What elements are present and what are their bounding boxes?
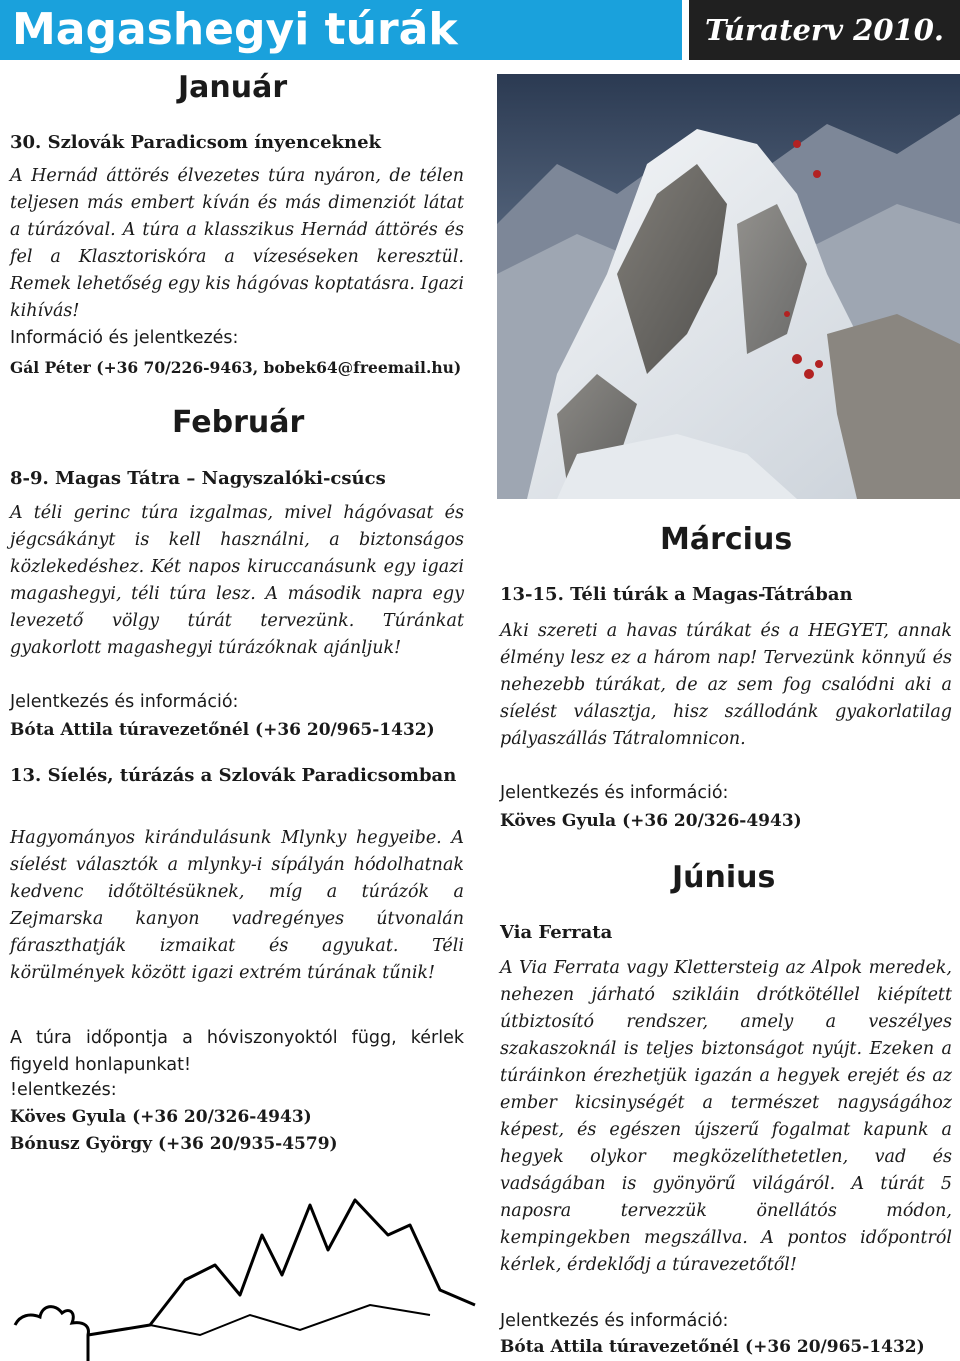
entry-title-feb8: 8-9. Magas Tátra – Nagyszalóki-csúcs — [10, 468, 386, 489]
page-header — [0, 0, 960, 60]
info-label-mar: Jelentkezés és információ: — [500, 783, 729, 803]
entry-text-mar13: Aki szereti a havas túrákat és a HEGYET, annak élmény lesz ez a három nap! Tervezünk könnyű és nehezebb túrákat, de az sem fog csalódni aki a síelést választja, hisz szállodánk gyakorlatilag pályaszállás Tátralomnicon. — [500, 621, 952, 749]
entry-title-mar13: 13-15. Téli túrák a Magas-Tátrában — [500, 584, 853, 605]
contact-jan: Gál Péter (+36 70/226-9463, bobek64@freemail.hu) — [10, 358, 462, 377]
entry-title-via-ferrata: Via Ferrata — [500, 922, 613, 943]
contact-jun: Bóta Attila túravezetőnél (+36 20/965-1432) — [500, 1337, 925, 1357]
month-february: Február — [172, 405, 305, 440]
info-label-feb13: !elentkezés: — [10, 1080, 117, 1100]
mountain-photo — [497, 74, 960, 499]
mountain-sketch — [10, 1195, 480, 1361]
page-title: Magashegyi túrák — [0, 0, 682, 60]
entry-text-via-ferrata: A Via Ferrata vagy Klettersteig az Alpok meredek, nehezen járható szikláin drótkötéllel kiépített útbiztosító rendszer, amely a veszélyes szakaszoknál is teljes biztonságot nyújt. Ezeken a túráinkon érezhetjük igazán a hegyek erejét és az ember kicsinységét a természet nagyságához képest, és egészen újszerű fogalmat kapunk a hegyek olykor megközelíthetetlen, vad és vadságában is gyönyörű világáról. A túrát 5 naposra tervezzük önellátós módon, kempingekben megszállva. A pontos időpontról kérlek, érdeklődj a túravezetőtől! — [500, 958, 952, 1275]
info-label-jan: Információ és jelentkezés: — [10, 328, 239, 348]
entry-note-feb13: A túra időpontja a hóviszonyoktól függ, kérlek figyeld honlapunkat! — [10, 1028, 464, 1075]
info-label-feb8: Jelentkezés és információ: — [10, 692, 239, 712]
month-january: Január — [178, 70, 288, 105]
info-label-jun: Jelentkezés és információ: — [500, 1311, 729, 1331]
contact-feb13-2: Bónusz György (+36 20/935-4579) — [10, 1134, 338, 1154]
plan-label: Túraterv 2010. — [689, 0, 960, 60]
entry-text-feb13: Hagyományos kirándulásunk Mlynky hegyeibe. A síelést választók a mlynky-i sípályán hódolhatnak kedvenc időtöltésüknek, míg a túrázók a Zejmarska kanyon vadregényes útvonalán fáraszthatják izmaikat és agyukat. Téli körülmények között igazi extrém túrának tűnik! — [10, 828, 464, 983]
contact-feb13-1: Köves Gyula (+36 20/326-4943) — [10, 1107, 312, 1127]
entry-title-jan30: 30. Szlovák Paradicsom ínyenceknek — [10, 132, 382, 153]
contact-mar: Köves Gyula (+36 20/326-4943) — [500, 811, 802, 831]
month-june: Június — [672, 860, 776, 895]
contact-feb8: Bóta Attila túravezetőnél (+36 20/965-1432) — [10, 720, 435, 740]
entry-text-jan30: A Hernád áttörés élvezetes túra nyáron, de télen teljesen más embert kíván és más dimenziót látat a túrázóval. A túra a klasszikus Hernád áttörés és fel a Klasztoriskóra a vízeséseken keresztül. Remek lehetőség egy kis hágóvas koptatásra. Igazi kihívás! — [10, 166, 464, 321]
month-march: Március — [660, 522, 793, 557]
entry-title-feb13: 13. Síelés, túrázás a Szlovák Paradicsomban — [10, 765, 457, 786]
entry-text-feb8: A téli gerinc túra izgalmas, mivel hágóvasat és jégcsákányt is kell használni, a biztonságos közlekedéshez. Két napos kiruccanásunk egy igazi magashegyi, téli túra lesz. A második napra egy levezető völgy túrát tervezünk. Túránkat gyakorlott magashegyi túrázóknak ajánljuk! — [10, 503, 464, 658]
